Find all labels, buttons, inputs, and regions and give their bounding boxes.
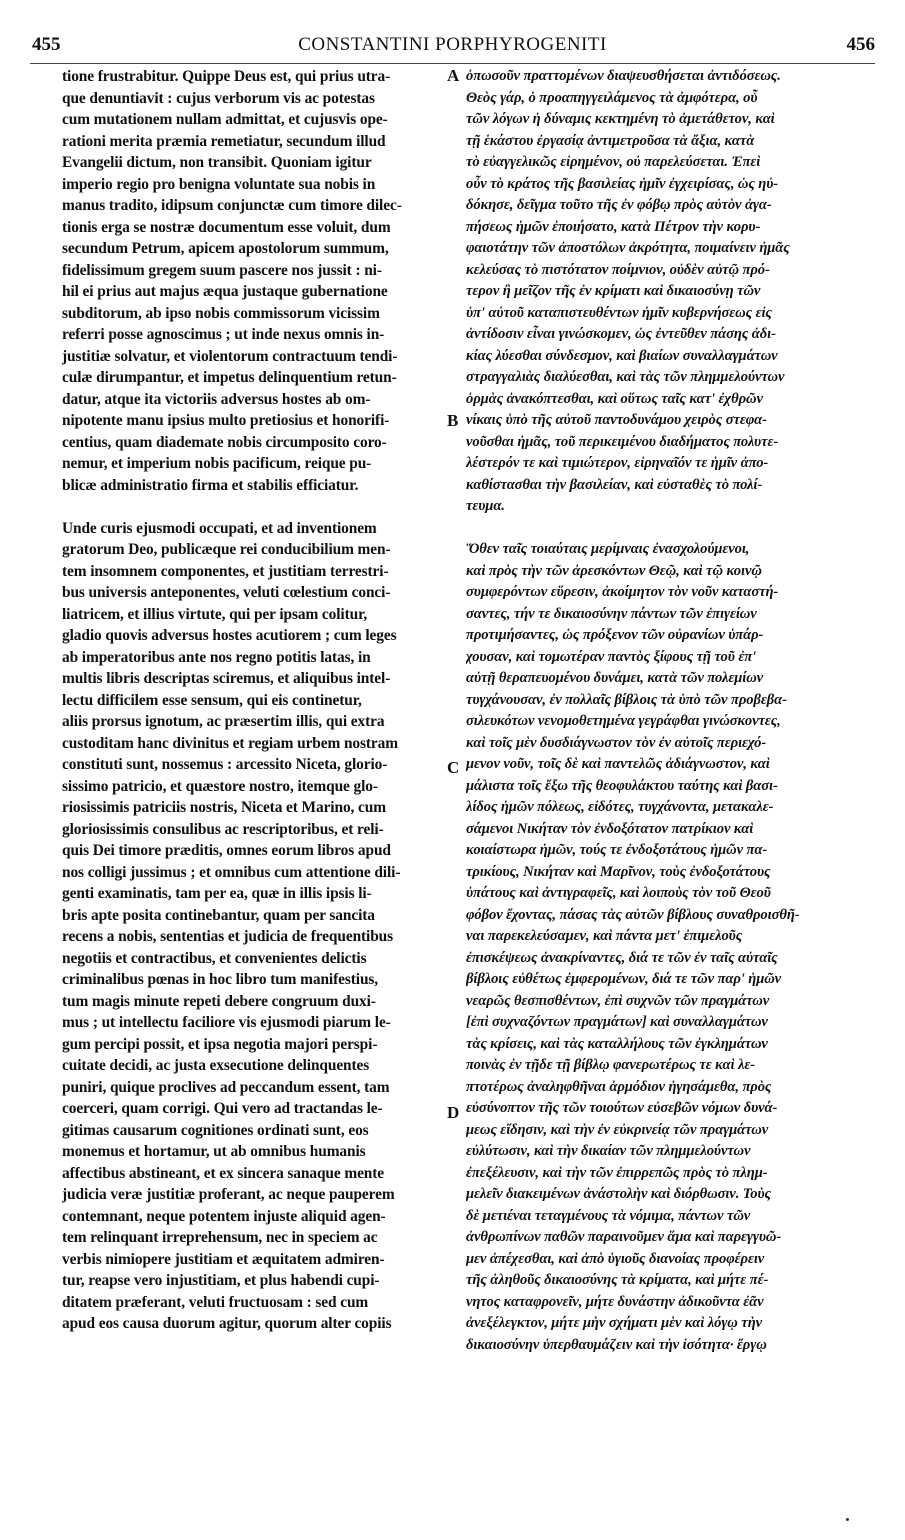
margin-marker-a: A bbox=[447, 66, 460, 85]
text-line: aliis prorsus ignotum, ac præsertim illis, qui extra bbox=[62, 713, 385, 730]
text-line: secundum Petrum, apicem apostolorum summum, bbox=[62, 240, 389, 257]
text-line: lectu difficilem esse sensum, qui eis continetur, bbox=[62, 691, 362, 709]
text-line: ὁπωσοῦν πραττομένων διαψευσθήσεται ἀντιδόσεως. bbox=[466, 68, 781, 84]
print-speck bbox=[846, 1518, 849, 1521]
text-line: imperio regio pro benigna voluntate sua nobis in bbox=[62, 175, 376, 193]
text-line: ditatem præferant, veluti fructuosam : sed cum bbox=[62, 1293, 369, 1311]
text-line: coerceri, quam corrigi. Qui vero ad tractandas le- bbox=[62, 1100, 383, 1117]
text-line: σαντες, τήν τε δικαιοσύνην πάντων τῶν ἐπιγείων bbox=[466, 605, 757, 622]
text-line: bus universis anteponentes, veluti cœlestium conci- bbox=[62, 584, 391, 601]
text-line: λίδος ἡμῶν πόλεως, εἰδότες, τυγχάνοντα, μετακαλε- bbox=[466, 799, 774, 815]
text-line: εὐλύτωσιν, καὶ τὴν δικαίαν τῶν πλημμελούντων bbox=[466, 1143, 751, 1159]
text-line: tem insomnem componentes, et justitiam terrestri- bbox=[62, 562, 389, 580]
text-line: affectibus abstineant, et ex sincera sanaque mente bbox=[62, 1164, 385, 1182]
text-line: κίας λύεσθαι σύνδεσμον, καὶ βιαίων συναλλαγμάτων bbox=[466, 347, 778, 364]
text-line: Unde curis ejusmodi occupati, et ad inventionem bbox=[62, 519, 377, 537]
text-line: ὁρμὰς ἀνακόπτεσθαι, καὶ οὕτως ταῖς κατ' ἐχθρῶν bbox=[466, 390, 763, 407]
text-line: centius, quam diademate nobis circumposito coro- bbox=[62, 433, 387, 451]
text-line: τῇ ἑκάστου ἐργασίᾳ ἀντιμετροῦσα τὰ ἄξια, κατὰ bbox=[466, 132, 755, 149]
text-line: κελεύσας τὸ πιστότατον ποίμνιον, οὐδὲν αὐτῷ πρό- bbox=[466, 261, 770, 278]
margin-marker-d: D bbox=[447, 1103, 460, 1122]
text-line: οὖν τὸ κράτος τῆς βασιλείας ἡμῖν ἐγχειρίσας, ὡς ηὐ- bbox=[466, 175, 779, 192]
text-line: manus tradito, idipsum conjunctæ cum timore dilec- bbox=[62, 197, 402, 214]
text-line: μεν ἀπέχεσθαι, καὶ ἀπὸ ὑγιοῦς διανοίας προφέρειν bbox=[466, 1250, 765, 1267]
header-rule bbox=[30, 63, 875, 64]
text-line: ἀνθρωπίνων παθῶν παραινοῦμεν ἅμα καὶ παρεγγυῶ- bbox=[466, 1229, 782, 1245]
text-line: αὐτῇ θεραπευομένου δυνάμει, κατὰ τῶν πολεμίων bbox=[466, 670, 764, 686]
margin-marker-c: C bbox=[447, 758, 460, 777]
text-line: δόκησε, δεῖγμα τοῦτο τῆς ἐν φόβῳ πρὸς αὐτὸν ἀγα- bbox=[466, 197, 772, 213]
text-line: βίβλοις εὐθέτως ἐμφερομένων, διά τε τῶν παρ' ἡμῶν bbox=[466, 971, 782, 987]
text-line: tur, reapse vero injustitiam, et plus habendi cupi- bbox=[62, 1272, 380, 1289]
text-line: καὶ τοῖς μὲν δυσδιάγνωστον τὸν ἐν αὐτοῖς περιεχό- bbox=[466, 734, 767, 751]
text-line: gratorum Deo, publicæque rei conducibilium men- bbox=[62, 541, 391, 558]
text-line: riosissimis patriciis nostris, Niceta et Marino, cum bbox=[62, 799, 386, 816]
text-line: cuitate decidi, ac justa exsecutione delinquentes bbox=[62, 1057, 370, 1074]
text-line: τῶν λόγων ἡ δύναμις κεκτημένη τὸ ἀμετάθετον, καὶ bbox=[466, 111, 775, 127]
text-line: μάλιστα τοῖς ἔξω τῆς θεοφυλάκτου ταύτης καὶ βασι- bbox=[466, 777, 778, 794]
text-line: λέστερόν τε καὶ τιμιώτερον, εἰρηναῖόν τε ἡμῖν ἀπο- bbox=[466, 455, 769, 471]
text-line: προτιμήσαντες, ὡς πρόξενον τῶν οὐρανίων ὑπάρ- bbox=[466, 627, 764, 643]
text-line: quis Dei timore præditis, omnes eorum libros apud bbox=[62, 842, 391, 859]
text-line: νεαρῶς θεσπισθέντων, ἐπὶ συχνῶν τῶν πραγμάτων bbox=[466, 992, 770, 1009]
text-line: τὸ εὐαγγελικῶς εἰρημένον, οὐ παρελεύσεται. Ἐπεὶ bbox=[466, 154, 761, 170]
text-line: judicia veræ justitiæ proferant, ac neque pauperem bbox=[62, 1186, 395, 1203]
text-line: hil ei prius aut majus æqua justaque gubernatione bbox=[62, 283, 388, 300]
text-line: νοῦσθαι ἡμᾶς, τοῦ περικειμένου διαδήματος πολυτε- bbox=[466, 433, 779, 450]
text-line: genti examinatis, tam per ea, quæ in illis ipsis li- bbox=[62, 885, 372, 902]
text-line: culæ dirumpantur, et impetus delinquentium retun- bbox=[62, 369, 397, 386]
text-line: gladio quovis adversus hostes acutiorem ; cum leges bbox=[62, 627, 397, 644]
text-line: tione frustrabitur. Quippe Deus est, qui prius utra- bbox=[62, 68, 391, 85]
text-line: Evangelii dictum, non transibit. Quoniam igitur bbox=[62, 154, 372, 171]
text-line: τευμα. bbox=[466, 498, 505, 514]
text-line: κοιαίστωρα ἡμῶν, τούς τε ἐνδοξοτάτους ἡμῶν πα- bbox=[466, 842, 768, 858]
text-line: gloriosissimis consulibus ac rescriptoribus, et reli- bbox=[62, 820, 384, 838]
text-line: ἀντίδοσιν εἶναι γινώσκομεν, ὡς ἐντεῦθεν πάσης ἀδι- bbox=[466, 326, 776, 342]
text-line: καὶ πρὸς τὴν τῶν ἀρεσκόντων Θεῷ, καὶ τῷ κοινῷ bbox=[466, 562, 762, 579]
text-line: criminalibus pœnas in hoc libro tum manifestius, bbox=[62, 971, 379, 988]
text-line: multis libris descriptas sciremus, et aliquibus intel- bbox=[62, 670, 391, 687]
text-line: τρικίους, Νικήταν καὶ Μαρῖνον, τοὺς ἐνδοξοτάτους bbox=[466, 863, 771, 880]
text-line: φαιοτάτην τῶν ἀποστόλων ἀκρότητα, ποιμαίνειν ἡμᾶς bbox=[466, 240, 790, 256]
text-line: contemnant, neque potentem injuste aliquid agen- bbox=[62, 1207, 386, 1225]
text-line: tum magis minute repeti debere congruum duxi- bbox=[62, 992, 376, 1010]
text-line: μεως εἴδησιν, καὶ τὴν ἐν εὐκρινείᾳ τῶν πραγμάτων bbox=[466, 1121, 769, 1138]
latin-column bbox=[62, 66, 444, 1335]
text-line: δὲ μετιέναι τεταγμένους τὰ νόμιμα, πάντων τῶν bbox=[466, 1207, 751, 1224]
text-line: tionis erga se nostræ documentum esse voluit, dum bbox=[62, 218, 391, 236]
text-line: ὑπ' αὐτοῦ καταπιστευθέντων ἡμῖν κυβερνήσεως εἰς bbox=[466, 304, 772, 321]
text-line: τερον ἢ μεῖζον τῆς ἐν κρίματι καὶ δικαιοσύνῃ τῶν bbox=[466, 283, 761, 299]
text-line: ποινὰς ἐν τῇδε τῇ βίβλῳ φανερωτέρως τε καὶ λε- bbox=[466, 1057, 756, 1073]
text-line: cum mutationem nullam admittat, et cujusvis ope- bbox=[62, 111, 388, 128]
text-line: fidelissimum gregem suum pascere nos jussit : ni- bbox=[62, 261, 382, 279]
text-line: nos colligi jussimus ; et omnibus cum attentione dili- bbox=[62, 863, 401, 881]
text-line: μελεῖν διακειμένων ἀνάστολὴν καὶ διόρθωσιν. Τοὺς bbox=[466, 1186, 771, 1202]
text-line: subditorum, ab ipso nobis commissorum vicissim bbox=[62, 304, 380, 322]
text-line: constituti sunt, nossemus : arcessito Niceta, glorio- bbox=[62, 756, 388, 773]
text-line: [ἐπὶ συχναζόντων πραγμάτων] καὶ συναλλαγμάτων bbox=[466, 1014, 768, 1030]
text-line: recens a nobis, sententias et judicia de frequentibus bbox=[62, 928, 394, 945]
text-line: τὰς κρίσεις, καὶ τὰς καταλλήλους τῶν ἐγκλημάτων bbox=[466, 1035, 768, 1052]
text-line: εὐσύνοπτον τῆς τῶν τοιούτων εὐσεβῶν νόμων δυνά- bbox=[466, 1100, 778, 1116]
text-line: liatricem, et illius virtute, qui per ipsam colitur, bbox=[62, 605, 368, 623]
text-line: μενον νοῦν, τοῖς δὲ καὶ παντελῶς ἀδιάγνωστον, καὶ bbox=[466, 756, 770, 772]
margin-marker-b: B bbox=[447, 411, 459, 430]
text-line: νητος καταφρονεῖν, μήτε δυνάστην ἀδικοῦντα ἐᾶν bbox=[466, 1293, 764, 1310]
text-line: χουσαν, καὶ τομωτέραν παντὸς ξίφους τῇ τοῦ ἐπ' bbox=[466, 648, 757, 665]
paragraph-gap bbox=[466, 518, 876, 540]
left-page-number: 455 bbox=[32, 34, 61, 55]
greek-column bbox=[466, 66, 876, 1356]
text-line: verbis nimiopere justitiam et æquitatem admiren- bbox=[62, 1250, 385, 1268]
text-line: Θεὸς γάρ, ὁ προαπηγγειλάμενος τὰ ἀμφότερα, οὗ bbox=[466, 89, 758, 106]
text-line: negotiis et contractibus, et convenientes delictis bbox=[62, 949, 367, 967]
text-line: νίκαις ὑπὸ τῆς αὐτοῦ παντοδυνάμου χειρὸς στεφα- bbox=[466, 412, 767, 428]
text-line: sissimo patricio, et quæstore nostro, itemque glo- bbox=[62, 777, 378, 795]
text-line: σιλευκότων νενομοθετημένα γεγράφθαι γινώσκοντες, bbox=[466, 713, 781, 729]
text-line: custoditam hanc divinitus et regiam urbem nostram bbox=[62, 734, 398, 752]
text-line: nipotente manu ipsius multo pretiosius et honorifi- bbox=[62, 412, 390, 429]
text-line: bris apte posita continebantur, quam per sancita bbox=[62, 906, 375, 924]
text-line: στραγγαλιὰς διαλύεσθαι, καὶ τὰς τῶν πλημμελούντων bbox=[466, 369, 785, 385]
text-line: gum percipi possit, et ipsa negotia majori perspi- bbox=[62, 1035, 378, 1053]
text-line: τῆς ἀληθοῦς δικαιοσύνης τὰ κρίματα, καὶ μήτε πέ- bbox=[466, 1272, 769, 1288]
text-line: πήσεως ἡμῶν ἐποιήσατο, κατὰ Πέτρον τὴν κορυ- bbox=[466, 218, 761, 235]
text-line: Ὅθεν ταῖς τοιαύταις μερίμναις ἐνασχολούμενοι, bbox=[466, 541, 750, 557]
text-line: apud eos causa duorum agitur, quorum alter copiis bbox=[62, 1315, 392, 1332]
text-line: φόβον ἔχοντας, πάσας τὰς αὐτῶν βίβλους συναθροισθῆ- bbox=[466, 906, 800, 923]
text-line: συμφερόντων εὕρεσιν, ἀκοίμητον τὸν νοῦν καταστή- bbox=[466, 584, 779, 600]
text-line: que denuntiavit : cujus verborum vis ac potestas bbox=[62, 89, 375, 107]
text-line: datur, atque ita victoriis adversus hostes ab om- bbox=[62, 390, 371, 408]
running-header bbox=[30, 34, 875, 60]
text-line: ἐπεξέλευσιν, καὶ τὴν τῶν ἐπιρρεπῶς πρὸς τὸ πλημ- bbox=[466, 1164, 768, 1181]
text-line: rationi merita præmia remetiatur, secundum illud bbox=[62, 132, 386, 150]
paragraph-gap bbox=[62, 496, 444, 518]
right-page-number: 456 bbox=[846, 34, 875, 55]
text-line: mus ; ut intellectu faciliore vis ejusmodi piarum le- bbox=[62, 1014, 391, 1031]
text-line: tem relinquant irreprehensum, nec in speciem ac bbox=[62, 1229, 378, 1246]
text-line: nemur, et imperium nobis pacificum, reique pu- bbox=[62, 455, 372, 472]
text-line: δικαιοσύνην ὑπερθαυμάζειν καὶ τὴν ἰσότητα· ἔργῳ bbox=[466, 1336, 767, 1353]
text-line: ναι παρεκελεύσαμεν, καὶ πάντα μετ' ἐπιμελοῦς bbox=[466, 928, 743, 944]
text-line: τυγχάνουσαν, ἐν πολλαῖς βίβλοις τὰ ὑπὸ τῶν προβεβα- bbox=[466, 691, 787, 708]
text-line: puniri, quique proclives ad peccandum essent, tam bbox=[62, 1078, 390, 1096]
text-line: gitimas causarum cognitiones ordinati sunt, eos bbox=[62, 1121, 369, 1139]
text-line: πτοτέρως ἀναληφθῆναι ἁρμόδιον ἡγησάμεθα, πρὸς bbox=[466, 1078, 772, 1095]
text-line: ὑπάτους καὶ ἀντιγραφεῖς, καὶ λοιποὺς τὸν τοῦ Θεοῦ bbox=[466, 885, 771, 901]
text-line: ἐπισκέψεως ἀνακρίναντες, διά τε τῶν ἐν ταῖς αὐταῖς bbox=[466, 949, 778, 966]
running-title: CONSTANTINI PORPHYROGENITI bbox=[298, 34, 607, 55]
text-line: blicæ administratio firma et stabilis efficiatur. bbox=[62, 476, 359, 494]
text-line: ab imperatoribus ante nos regno potitis latas, in bbox=[62, 648, 371, 666]
text-line: ἀνεξέλεγκτον, μήτε μὴν σχήματι μὲν καὶ λόγῳ τὴν bbox=[466, 1315, 762, 1331]
text-line: καθίστασθαι τὴν βασιλείαν, καὶ εὐσταθὲς τὸ πολί- bbox=[466, 476, 763, 493]
text-line: justitiæ solvatur, et violentorum contractuum tendi- bbox=[62, 347, 398, 365]
text-line: monemus et hortamur, ut ab omnibus humanis bbox=[62, 1143, 366, 1160]
text-line: referri posse agnoscimus ; ut inde nexus omnis in- bbox=[62, 326, 385, 343]
text-line: σάμενοι Νικήταν τὸν ἐνδοξότατον πατρίκιον καὶ bbox=[466, 820, 754, 837]
